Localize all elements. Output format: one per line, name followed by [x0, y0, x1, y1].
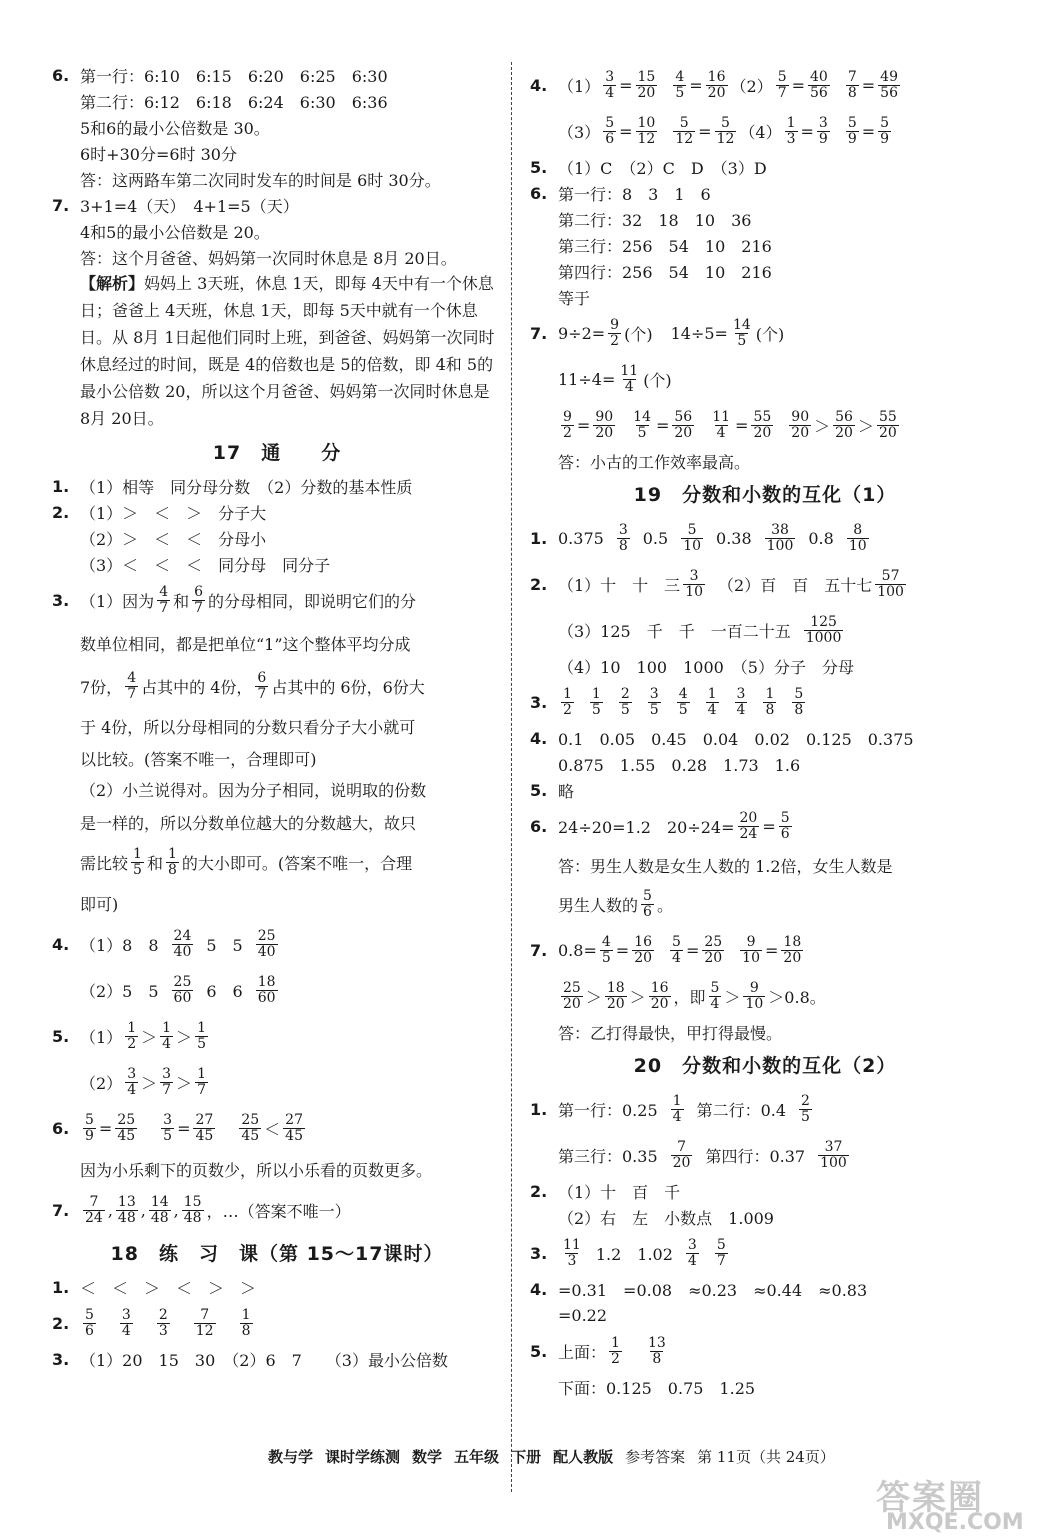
footer-volume: 下册 — [511, 1448, 542, 1466]
fraction: $\frac{3}{10}$ — [685, 567, 704, 600]
section-title-18: 18 练 习 课（第 15～17课时） — [110, 1243, 444, 1265]
fraction: $\frac{1}{2}$ — [127, 1019, 137, 1052]
fraction: $\frac{3}{4}$ — [605, 68, 615, 101]
text: 6时+30分=6时 30分 — [80, 144, 237, 164]
text: 。 — [656, 895, 673, 915]
text: ＞ — [176, 1073, 193, 1093]
text: 答：这个月爸爸、妈妈第一次同时休息是 8月 20日。 — [80, 248, 457, 268]
fraction: $\frac{90}{20}$ — [595, 408, 614, 441]
fraction: $\frac{5}{7}$ — [716, 1236, 726, 1269]
text: （2） — [80, 1073, 123, 1093]
r-answer-7: 7. 9÷2= $\frac{9}{2}$ (个) 14÷5= $\frac{14}{5}$ (个) — [530, 316, 785, 349]
fraction: $\frac{57}{100}$ — [877, 567, 904, 600]
fraction: $\frac{14}{48}$ — [150, 1193, 169, 1226]
fraction: $\frac{3}{8}$ — [618, 521, 628, 554]
s19-answer-3: 3. $\frac{1}{2}$ $\frac{1}{5}$ $\frac{2}{5}$ $\frac{3}{5}$ $\frac{4}{5}$ $\frac{1}{4}$ $\frac{3}{4}$ $\frac{1}{8}$ $\frac{5}{8}$ — [530, 685, 804, 718]
fraction: $\frac{9}{2}$ — [563, 408, 572, 441]
s17-answer-2-l3 — [52, 551, 502, 577]
fraction: $\frac{1}{2}$ — [563, 685, 572, 718]
text: 4和5的最小公倍数是 20。 — [80, 222, 270, 242]
s19-answer-2: 2. （1）十 十 三 $\frac{3}{10}$ （2）百 百 五十七 $\frac{57}{100}$ — [530, 567, 904, 600]
fraction: $\frac{11}{4}$ — [620, 362, 639, 395]
text: （2）＞ ＜ ＜ 分母小 — [80, 529, 267, 549]
fraction: $\frac{7}{8}$ — [847, 68, 857, 101]
fraction: $\frac{9}{10}$ — [742, 933, 760, 966]
answer-7: 7. 3+1=4（天） 4+1=5（天） — [52, 195, 299, 216]
fraction: $\frac{55}{20}$ — [878, 408, 897, 441]
text: ＞ — [141, 1073, 158, 1093]
fraction: $\frac{13}{8}$ — [647, 1334, 666, 1367]
fraction: $\frac{2}{3}$ — [158, 1306, 168, 1339]
fraction: $\frac{1}{4}$ — [707, 685, 717, 718]
s19-answer-7: 7. 0.8= $\frac{4}{5}$ = $\frac{16}{20}$ $\frac{5}{4}$ = $\frac{25}{20}$ $\frac{9}{10}$ = $\frac{18}{20}$ — [530, 933, 802, 966]
fraction: $\frac{125}{1000}$ — [805, 613, 842, 646]
fraction: $\frac{25}{45}$ — [117, 1111, 136, 1144]
text: ，即 — [673, 987, 706, 1007]
text: （4） — [739, 122, 782, 142]
text: 7份， — [80, 677, 123, 697]
text: （4）10 100 1000 （5）分子 分母 — [558, 657, 854, 677]
text: （2）小兰说得对。因为分子相同，说明取的份数 — [80, 780, 427, 800]
text: 第二行：6:12 6:18 6:24 6:30 6:36 — [80, 92, 388, 112]
text: （2）5 5 — [80, 981, 159, 1001]
fraction: $\frac{3}{9}$ — [818, 114, 828, 147]
fraction: $\frac{5}{7}$ — [777, 68, 787, 101]
s17-answer-3-f — [52, 773, 502, 805]
section-title-20: 20 分数和小数的互化（2） — [633, 1055, 897, 1077]
s18-answer-2: 2. $\frac{5}{6}$ $\frac{3}{4}$ $\frac{2}{3}$ $\frac{7}{12}$ $\frac{1}{8}$ — [52, 1306, 251, 1339]
fraction: $\frac{5}{12}$ — [716, 114, 735, 147]
fraction: $\frac{1}{8}$ — [765, 685, 775, 718]
text: 数单位相同，都是把单位“1”这个整体平均分成 — [80, 634, 411, 654]
text: 的大小即可。(答案不唯一，合理 — [181, 853, 413, 873]
fraction: $\frac{20}{24}$ — [739, 809, 758, 842]
s18-answer-3: 3. （1）20 15 30 （2）6 7 （3）最小公倍数 — [52, 1349, 448, 1370]
fraction: $\frac{5}{6}$ — [85, 1306, 94, 1339]
text: 6 6 — [206, 981, 243, 1001]
fraction: $\frac{5}{4}$ — [672, 933, 681, 966]
fraction: $\frac{49}{56}$ — [880, 68, 898, 101]
s17-answer-3-d — [52, 709, 502, 743]
fraction: $\frac{18}{60}$ — [257, 973, 276, 1006]
fraction: $\frac{55}{20}$ — [753, 408, 772, 441]
fraction: $\frac{7}{20}$ — [672, 1138, 691, 1171]
fraction: $\frac{14}{5}$ — [732, 316, 751, 349]
fraction: $\frac{2}{5}$ — [620, 685, 630, 718]
s19-answer-4-l2 — [530, 751, 1000, 777]
r-answer-4: 4. （1） $\frac{3}{4}$ = $\frac{15}{20}$ $\frac{4}{5}$ = $\frac{16}{20}$ （2） $\frac{5}{7}$ = $\frac{40}{56}$ $\frac{7}{8}$ = $\frac{49}{56}$ — [530, 68, 898, 101]
fraction: $\frac{1}{5}$ — [591, 685, 601, 718]
text: 于 4份，所以分母相同的分数只看分子大小就可 — [80, 717, 416, 737]
fraction: $\frac{3}{4}$ — [736, 685, 746, 718]
fraction: $\frac{1}{4}$ — [672, 1092, 682, 1125]
fraction: $\frac{5}{6}$ — [643, 887, 652, 920]
text: 第二行：32 18 10 36 — [558, 210, 752, 230]
fraction: $\frac{15}{48}$ — [183, 1193, 202, 1226]
fraction: $\frac{11}{3}$ — [563, 1236, 581, 1269]
fraction: $\frac{56}{20}$ — [835, 408, 853, 441]
fraction: $\frac{7}{24}$ — [85, 1193, 103, 1226]
fraction: $\frac{5}{6}$ — [780, 809, 790, 842]
text: 11÷4= — [558, 369, 616, 389]
s17-answer-5: 5. （1） $\frac{1}{2}$ ＞ $\frac{1}{4}$ ＞ $\frac{1}{5}$ — [52, 1019, 206, 1052]
fraction: $\frac{1}{3}$ — [786, 114, 796, 147]
fraction: $\frac{3}{7}$ — [162, 1065, 172, 1098]
fraction: $\frac{3}{4}$ — [687, 1236, 697, 1269]
r-answer-7-ans — [530, 448, 1000, 474]
fraction: $\frac{25}{45}$ — [241, 1111, 260, 1144]
fraction: $\frac{16}{20}$ — [634, 933, 653, 966]
s17-answer-3-b — [52, 623, 502, 663]
fraction: $\frac{1}{5}$ — [197, 1019, 206, 1052]
fraction: $\frac{6}{7}$ — [194, 583, 204, 616]
analysis-text: 妈妈上 3天班，休息 1天，即每 4天中有一个休息日；爸爸上 4天班，休息 1天，即每 5天中就有一个休息日。从 8月 1日起他们同时上班，到爸爸、妈妈第一次同时休息经过的时间，既是 4的倍数也是 5的倍数，即 4和 5的最小公倍数 20，所以这个月爸爸、妈妈第一次同时休息是 8月 20日。 — [80, 274, 495, 428]
s20-answer-2-l2 — [530, 1204, 1000, 1230]
s19-answer-4: 4. 0.1 0.05 0.45 0.04 0.02 0.125 0.375 — [530, 728, 914, 749]
fraction: $\frac{25}{40}$ — [257, 927, 276, 960]
s19-answer-1: 1. 0.375 $\frac{3}{8}$ 0.5 $\frac{5}{10}$ 0.38 $\frac{38}{100}$ 0.8 $\frac{8}{10}$ — [530, 521, 867, 554]
footer-brand: 教与学 — [268, 1448, 314, 1466]
r-answer-6-l3 — [530, 232, 1000, 258]
fraction: $\frac{14}{5}$ — [633, 408, 651, 441]
s17-answer-2-l2 — [52, 525, 502, 551]
section-title-19: 19 分数和小数的互化（1） — [633, 484, 897, 506]
text: 0.875 1.55 0.28 1.73 1.6 — [558, 755, 801, 775]
fraction: $\frac{25}{20}$ — [704, 933, 723, 966]
analysis-label: 【解析】 — [80, 274, 145, 293]
r-answer-6-l5 — [530, 284, 1000, 310]
s20-answer-3: 3. $\frac{11}{3}$ 1.2 1.02 $\frac{3}{4}$ $\frac{5}{7}$ — [530, 1236, 726, 1269]
right-column — [530, 62, 1000, 1400]
text: 以比较。(答案不唯一，合理即可) — [80, 749, 317, 769]
text: 占其中的 4份， — [141, 677, 253, 697]
footer-answer-label: 参考答案 — [625, 1448, 686, 1466]
fraction: $\frac{3}{4}$ — [121, 1306, 131, 1339]
s17-answer-2: 2. （1）＞ ＜ ＞ 分子大 — [52, 502, 267, 523]
fraction: $\frac{24}{40}$ — [173, 927, 192, 960]
s19-answer-6-ans2 — [530, 881, 1000, 927]
s19-answer-7-ans — [530, 1019, 1000, 1045]
fraction: $\frac{16}{20}$ — [650, 979, 669, 1012]
answer-6-l4 — [52, 140, 502, 166]
text: 下面：0.125 0.75 1.25 — [558, 1378, 756, 1398]
text: 答：小古的工作效率最高。 — [558, 452, 751, 472]
fraction: $\frac{1}{7}$ — [197, 1065, 206, 1098]
text: （2）右 左 小数点 1.009 — [558, 1208, 774, 1228]
s17-answer-3: 3. （1）因为 $\frac{4}{7}$ 和 $\frac{6}{7}$ 的分母相同，即说明它们的分 — [52, 583, 417, 616]
fraction: $\frac{5}{12}$ — [675, 114, 694, 147]
fraction: $\frac{18}{20}$ — [606, 979, 625, 1012]
fraction: $\frac{56}{20}$ — [674, 408, 693, 441]
s19-answer-2-p3 — [530, 607, 1000, 653]
s17-answer-6-ans — [52, 1151, 502, 1187]
s17-answer-1: 1. （1）相等 同分母分数 （2）分数的基本性质 — [52, 476, 413, 497]
fraction: $\frac{5}{8}$ — [794, 685, 804, 718]
fraction: $\frac{1}{8}$ — [167, 845, 177, 878]
s19-answer-6: 6. 24÷20=1.2 20÷24= $\frac{20}{24}$ = $\frac{5}{6}$ — [530, 809, 790, 842]
text: 第三行：256 54 10 216 — [558, 236, 772, 256]
analysis-block — [52, 270, 502, 432]
text: 因为小乐剩下的页数少，所以小乐看的页数更多。 — [80, 1160, 433, 1180]
fraction: $\frac{5}{6}$ — [605, 114, 615, 147]
fraction: $\frac{5}{4}$ — [710, 979, 720, 1012]
fraction: $\frac{3}{5}$ — [649, 685, 659, 718]
s20-answer-1: 1. 第一行：0.25 $\frac{1}{4}$ 第二行：0.4 $\frac{2}{5}$ — [530, 1092, 810, 1125]
s20-answer-4: 4. =0.31 =0.08 ≈0.23 ≈0.44 ≈0.83 — [530, 1279, 868, 1300]
s20-answer-5: 5. 上面： $\frac{1}{2}$ $\frac{13}{8}$ — [530, 1334, 666, 1367]
answer-6-row2 — [52, 88, 502, 114]
section-title-17: 17 通 分 — [212, 442, 342, 464]
text: 答：男生人数是女生人数的 1.2倍，女生人数是 — [558, 856, 893, 876]
fraction: $\frac{4}{7}$ — [127, 669, 137, 702]
text: ＞0.8。 — [768, 987, 826, 1007]
page-number: 第 11页（共 24页） — [697, 1448, 835, 1466]
fraction: $\frac{25}{60}$ — [173, 973, 192, 1006]
fraction: $\frac{5}{10}$ — [683, 521, 702, 554]
left-column — [52, 62, 502, 1372]
answer-7-l2 — [52, 218, 502, 244]
r-answer-6: 6. 第一行：8 3 1 6 — [530, 183, 711, 204]
s17-answer-3-e — [52, 743, 502, 773]
fraction: $\frac{4}{5}$ — [678, 685, 688, 718]
text: （3）＜ ＜ ＜ 同分母 同分子 — [80, 555, 331, 575]
fraction: $\frac{8}{10}$ — [848, 521, 867, 554]
page-footer — [268, 1446, 847, 1467]
s17-answer-3-g — [52, 805, 502, 839]
r-answer-5: 5. （1）C （2）C D （3）D — [530, 157, 767, 178]
text: (个) — [643, 370, 672, 390]
text: 答：乙打得最快，甲打得最慢。 — [558, 1023, 783, 1043]
fraction: $\frac{9}{10}$ — [745, 979, 764, 1012]
s17-answer-5-r2 — [52, 1059, 502, 1105]
s17-answer-6: 6. $\frac{5}{9}$ = $\frac{25}{45}$ $\frac{3}{5}$ = $\frac{27}{45}$ $\frac{25}{45}$ ＜ $\frac{27}{45}$ — [52, 1111, 303, 1144]
s20-answer-4-l2 — [530, 1302, 1000, 1328]
text: 第四行：256 54 10 216 — [558, 262, 772, 282]
footer-subject: 数学 — [412, 1448, 443, 1466]
fraction: $\frac{4}{7}$ — [159, 583, 169, 616]
fraction: $\frac{37}{100}$ — [820, 1138, 847, 1171]
fraction: $\frac{3}{5}$ — [163, 1111, 173, 1144]
s19-answer-7-b: $\frac{25}{20}$ ＞ $\frac{18}{20}$ ＞ $\frac{16}{20}$ ，即 $\frac{5}{4}$ ＞ $\frac{9}{10}$ ＞0.8。 — [563, 979, 826, 1012]
column-divider — [511, 62, 512, 1492]
fraction: $\frac{13}{48}$ — [117, 1193, 136, 1226]
s18-answer-1: 1. ＜ ＜ ＞ ＜ ＞ ＞ — [52, 1277, 257, 1298]
fraction: $\frac{15}{20}$ — [637, 68, 656, 101]
watermark-logo — [872, 1470, 1042, 1535]
text: 即可) — [80, 894, 119, 914]
r-answer-6-l2 — [530, 206, 1000, 232]
fraction: $\frac{4}{5}$ — [675, 68, 685, 101]
fraction: $\frac{5}{9}$ — [847, 114, 857, 147]
r-answer-7-b — [530, 356, 1000, 402]
fraction: $\frac{10}{12}$ — [637, 114, 656, 147]
text: 需比较 — [80, 853, 129, 873]
text: 是一样的，所以分数单位越大的分数越大，故只 — [80, 813, 417, 833]
s19-answer-6-ans1 — [530, 849, 1000, 881]
fraction: $\frac{38}{100}$ — [766, 521, 794, 554]
answer-6-l3 — [52, 114, 502, 140]
fraction: $\frac{3}{4}$ — [127, 1065, 137, 1098]
text: 5和6的最小公倍数是 30。 — [80, 118, 270, 138]
text: =0.22 — [558, 1305, 608, 1325]
r-answer-7-c: $\frac{9}{2}$ = $\frac{90}{20}$ $\frac{14}{5}$ = $\frac{56}{20}$ $\frac{11}{4}$ = $\frac{55}{20}$ $\frac{90}{20}$ ＞ $\frac{56}{20}$ ＞ $\frac{55}{20}$ — [563, 408, 897, 441]
text: 和 — [146, 853, 163, 873]
fraction: $\frac{90}{20}$ — [791, 408, 810, 441]
fraction: $\frac{7}{12}$ — [195, 1306, 214, 1339]
fraction: $\frac{27}{45}$ — [285, 1111, 303, 1144]
fraction: $\frac{5}{9}$ — [880, 114, 890, 147]
fraction: $\frac{16}{20}$ — [707, 68, 726, 101]
fraction: $\frac{4}{5}$ — [601, 933, 611, 966]
s20-answer-5-l2 — [530, 1374, 1000, 1400]
text: 等于 — [558, 288, 591, 308]
fraction: $\frac{18}{20}$ — [783, 933, 802, 966]
s20-answer-2: 2. （1）十 百 千 — [530, 1181, 681, 1202]
text: 占其中的 6份，6份大 — [271, 677, 425, 697]
fraction: $\frac{40}{56}$ — [810, 68, 828, 101]
s19-answer-2-p4 — [530, 653, 1000, 679]
fraction: $\frac{1}{2}$ — [611, 1334, 620, 1367]
watermark-text: 答案圈 — [876, 1478, 984, 1518]
text: （3） — [558, 122, 601, 142]
answer-7-l3 — [52, 244, 502, 270]
fraction: $\frac{1}{4}$ — [162, 1019, 172, 1052]
s17-answer-3-c — [52, 663, 502, 709]
s17-answer-3-h — [52, 839, 502, 885]
s19-answer-5: 5. 略 — [530, 780, 575, 801]
fraction: $\frac{1}{8}$ — [241, 1306, 251, 1339]
fraction: $\frac{11}{4}$ — [712, 408, 731, 441]
text: 男生人数的 — [558, 895, 639, 915]
answer-6-l5 — [52, 166, 502, 192]
r-answer-4-r2: （3） $\frac{5}{6}$ = $\frac{10}{12}$ $\frac{5}{12}$ = $\frac{5}{12}$ （4） $\frac{1}{3}$ = $\frac{3}{9}$ $\frac{5}{9}$ = $\frac{5}{9}$ — [558, 114, 890, 147]
fraction: $\frac{1}{5}$ — [133, 845, 142, 878]
s17-answer-7: 7. $\frac{7}{24}$ , $\frac{13}{48}$ , $\frac{14}{48}$ , $\frac{15}{48}$ ，…（答案不唯一） — [52, 1193, 351, 1226]
s17-answer-4: 4. （1）8 8 $\frac{24}{40}$ 5 5 $\frac{25}{40}$ — [52, 927, 276, 960]
answer-6: 6. 第一行：6:10 6:15 6:20 6:25 6:30 — [52, 65, 388, 86]
s17-answer-3-i — [52, 885, 502, 921]
fraction: $\frac{5}{9}$ — [85, 1111, 94, 1144]
s17-answer-4-r2 — [52, 967, 502, 1013]
fraction: $\frac{25}{20}$ — [563, 979, 581, 1012]
footer-series: 课时学练测 — [325, 1448, 401, 1466]
fraction: $\frac{6}{7}$ — [257, 669, 267, 702]
fraction: $\frac{2}{5}$ — [801, 1092, 810, 1125]
text: （3）125 千 千 一百二十五 — [558, 621, 791, 641]
r-answer-6-l4 — [530, 258, 1000, 284]
fraction: $\frac{27}{45}$ — [195, 1111, 214, 1144]
footer-edition: 配人教版 — [553, 1448, 614, 1466]
text: 答：这两路车第二次同时发车的时间是 6时 30分。 — [80, 170, 441, 190]
text: 第四行：0.37 — [705, 1146, 806, 1166]
s20-answer-1-r2 — [530, 1132, 1000, 1178]
footer-grade: 五年级 — [454, 1448, 500, 1466]
text: 第三行：0.35 — [558, 1146, 658, 1166]
fraction: $\frac{9}{2}$ — [610, 316, 620, 349]
watermark-url: MXQE.COM — [886, 1510, 1024, 1535]
